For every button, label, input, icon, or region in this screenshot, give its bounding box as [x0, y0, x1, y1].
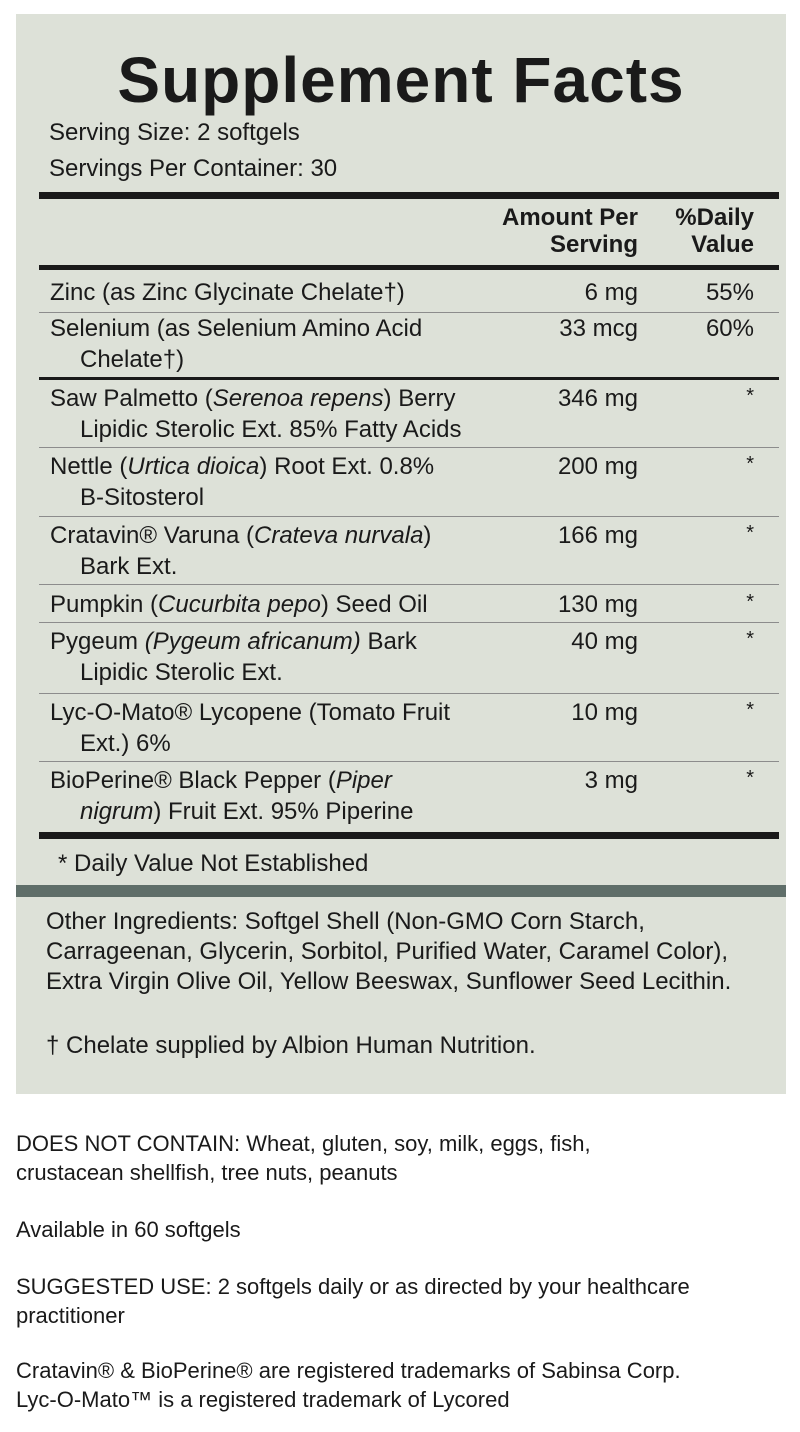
amount-column-header: Amount Per Serving [501, 204, 638, 258]
does-not-contain: DOES NOT CONTAIN: Wheat, gluten, soy, milk, eggs, fish, crustacean shellfish, tree nuts, peanuts [16, 1131, 591, 1185]
panel-title: Supplement Facts [117, 44, 685, 116]
ingredient-name: Lyc-O-Mato® Lycopene (Tomato Fruit Ext.) 6% [50, 699, 451, 757]
ingredient-name: BioPerine® Black Pepper (Piper nigrum) Fruit Ext. 95% Piperine [50, 767, 414, 825]
ingredient-amount: 130 mg [557, 591, 638, 618]
availability: Available in 60 softgels [16, 1217, 241, 1242]
ingredient-daily-value: * [746, 699, 754, 721]
ingredient-amount: 40 mg [571, 628, 638, 655]
ingredient-amount: 6 mg [584, 279, 638, 306]
ingredient-amount: 33 mcg [559, 315, 638, 342]
section-divider [39, 377, 779, 380]
ingredient-name: Nettle (Urtica dioica) Root Ext. 0.8% B-Sitosterol [50, 453, 435, 511]
ingredient-daily-value: 60% [705, 315, 754, 342]
thick-divider [39, 192, 779, 199]
row-divider [39, 693, 779, 694]
ingredient-name: Pumpkin (Cucurbita pepo) Seed Oil [50, 591, 428, 618]
ingredient-daily-value: * [746, 453, 754, 475]
ingredient-daily-value: * [746, 628, 754, 650]
ingredient-amount: 10 mg [571, 699, 638, 726]
row-divider [39, 584, 779, 585]
ingredient-name: Pygeum (Pygeum africanum) Bark Lipidic Sterolic Ext. [50, 628, 417, 686]
suggested-use: SUGGESTED USE: 2 softgels daily or as directed by your healthcare practitioner [16, 1274, 690, 1328]
trademark-notice: Cratavin® & BioPerine® are registered trademarks of Sabinsa Corp. Lyc-O-Mato™ is a registered trademark of Lycored [16, 1358, 681, 1412]
servings-per-container: Servings Per Container: 30 [49, 155, 338, 182]
bottom-divider [39, 832, 779, 839]
other-ingredients: Other Ingredients: Softgel Shell (Non-GMO Corn Starch, Carrageenan, Glycerin, Sorbitol, Purified Water, Caramel Color), Extra Virgin Olive Oil, Yellow Beeswax, Sunflower Seed Lecithin. [46, 908, 732, 995]
daily-value-footnote: * Daily Value Not Established [58, 850, 369, 877]
ingredient-amount: 166 mg [557, 522, 638, 549]
ingredient-daily-value: * [746, 385, 754, 407]
ingredient-daily-value: * [746, 591, 754, 613]
daily-value-column-header: %Daily Value [675, 204, 754, 258]
ingredient-name: Cratavin® Varuna (Crateva nurvala) Bark Ext. [50, 522, 432, 580]
row-divider [39, 761, 779, 762]
row-divider [39, 516, 779, 517]
separator-band [16, 885, 786, 897]
chelate-note: † Chelate supplied by Albion Human Nutrition. [46, 1032, 536, 1059]
ingredient-amount: 346 mg [557, 385, 638, 412]
serving-size: Serving Size: 2 softgels [49, 119, 300, 146]
ingredient-daily-value: 55% [705, 279, 754, 306]
ingredient-name: Selenium (as Selenium Amino Acid Chelate†) [50, 315, 423, 373]
ingredient-name: Zinc (as Zinc Glycinate Chelate†) [50, 279, 405, 306]
ingredient-daily-value: * [746, 522, 754, 544]
ingredient-amount: 200 mg [557, 453, 638, 480]
row-divider [39, 622, 779, 623]
header-divider [39, 265, 779, 270]
ingredient-name: Saw Palmetto (Serenoa repens) Berry Lipidic Sterolic Ext. 85% Fatty Acids [50, 385, 462, 443]
ingredient-daily-value: * [746, 767, 754, 789]
row-divider [39, 447, 779, 448]
supplement-facts-panel [16, 14, 786, 1094]
ingredient-amount: 3 mg [584, 767, 638, 794]
